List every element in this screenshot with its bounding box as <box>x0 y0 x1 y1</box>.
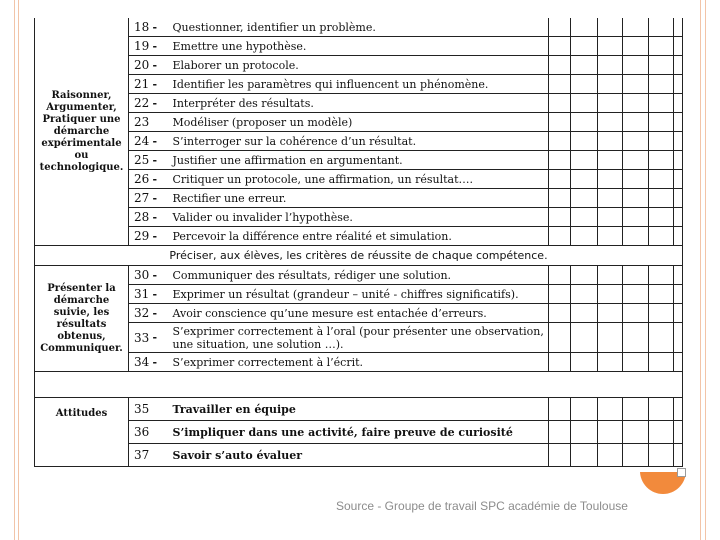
check-cell <box>549 132 571 151</box>
check-cell <box>649 353 674 372</box>
dash-marker: - <box>153 189 171 208</box>
competence-row <box>35 421 683 444</box>
check-cell <box>571 398 598 421</box>
check-cell <box>598 227 623 246</box>
competence-number: 24 <box>129 132 153 151</box>
competence-text: Interpréter des résultats. <box>171 94 549 113</box>
check-cell <box>571 285 598 304</box>
dash-marker: - <box>153 266 171 285</box>
check-cell <box>649 132 674 151</box>
check-cell <box>674 227 683 246</box>
competence-row <box>35 227 683 246</box>
check-cell <box>598 421 623 444</box>
check-cell <box>571 94 598 113</box>
check-cell <box>674 18 683 37</box>
check-cell <box>549 285 571 304</box>
check-cell <box>598 398 623 421</box>
competence-text: Justifier une affirmation en argumentant. <box>171 151 549 170</box>
competence-number: 27 <box>129 189 153 208</box>
competence-row <box>35 398 683 421</box>
check-cell <box>598 132 623 151</box>
competence-text: S’interroger sur la cohérence d’un résultat. <box>171 132 549 151</box>
dash-marker: - <box>153 285 171 304</box>
check-cell <box>649 75 674 94</box>
check-cell <box>549 170 571 189</box>
check-cell <box>649 94 674 113</box>
competence-number: 29 <box>129 227 153 246</box>
empty-row <box>35 372 683 398</box>
check-cell <box>571 18 598 37</box>
competence-text: Valider ou invalider l’hypothèse. <box>171 208 549 227</box>
check-cell <box>674 151 683 170</box>
dash-marker: - <box>153 151 171 170</box>
competence-text: Rectifier une erreur. <box>171 189 549 208</box>
check-cell <box>649 421 674 444</box>
check-cell <box>623 37 649 56</box>
competence-row <box>35 75 683 94</box>
competence-table <box>34 18 683 467</box>
check-cell <box>571 189 598 208</box>
left-edge-line-2 <box>18 0 19 540</box>
check-cell <box>598 37 623 56</box>
check-cell <box>649 18 674 37</box>
check-cell <box>674 444 683 467</box>
competence-number: 30 <box>129 266 153 285</box>
competence-number: 28 <box>129 208 153 227</box>
dash-marker: - <box>153 170 171 189</box>
competence-number: 20 <box>129 56 153 75</box>
competence-text: S’exprimer correctement à l’écrit. <box>171 353 549 372</box>
competence-row <box>35 18 683 37</box>
check-cell <box>571 151 598 170</box>
check-cell <box>571 266 598 285</box>
check-cell <box>549 398 571 421</box>
competence-number: 23 <box>129 113 153 132</box>
check-cell <box>598 208 623 227</box>
competence-number: 34 <box>129 353 153 372</box>
check-cell <box>598 353 623 372</box>
check-cell <box>623 227 649 246</box>
check-cell <box>649 227 674 246</box>
check-cell <box>649 398 674 421</box>
competence-text: Percevoir la différence entre réalité et simulation. <box>171 227 549 246</box>
check-cell <box>674 94 683 113</box>
check-cell <box>549 18 571 37</box>
right-edge-line <box>700 0 701 540</box>
check-cell <box>598 75 623 94</box>
competence-number: 18 <box>129 18 153 37</box>
competence-number: 33 <box>129 323 153 353</box>
competence-number: 37 <box>129 444 153 467</box>
dash-marker: - <box>153 323 171 353</box>
check-cell <box>598 18 623 37</box>
check-cell <box>571 37 598 56</box>
competence-row <box>35 37 683 56</box>
competence-row <box>35 266 683 285</box>
competence-text: Identifier les paramètres qui influencent un phénomène. <box>171 75 549 94</box>
check-cell <box>623 113 649 132</box>
check-cell <box>571 444 598 467</box>
check-cell <box>549 353 571 372</box>
check-cell <box>598 170 623 189</box>
check-cell <box>623 208 649 227</box>
dash-marker: - <box>153 304 171 323</box>
check-cell <box>598 151 623 170</box>
dash-marker: - <box>153 94 171 113</box>
category-label: Attitudes <box>35 398 129 467</box>
competence-row <box>35 444 683 467</box>
check-cell <box>674 208 683 227</box>
check-cell <box>549 444 571 467</box>
check-cell <box>649 189 674 208</box>
check-cell <box>623 323 649 353</box>
dash-marker: - <box>153 37 171 56</box>
competence-text: Communiquer des résultats, rédiger une solution. <box>171 266 549 285</box>
category-label: Raisonner, Argumenter, Pratiquer une démarche expérimentale ou technologique. <box>35 18 129 246</box>
check-cell <box>623 170 649 189</box>
check-cell <box>598 94 623 113</box>
check-cell <box>649 266 674 285</box>
check-cell <box>571 56 598 75</box>
competence-text: Travailler en équipe <box>171 398 549 421</box>
dash-marker <box>153 444 171 467</box>
check-cell <box>623 189 649 208</box>
competence-text: Exprimer un résultat (grandeur – unité - chiffres significatifs). <box>171 285 549 304</box>
check-cell <box>649 56 674 75</box>
competence-row <box>35 353 683 372</box>
dash-marker: - <box>153 353 171 372</box>
check-cell <box>649 170 674 189</box>
check-cell <box>674 56 683 75</box>
dash-marker <box>153 398 171 421</box>
competence-text: Emettre une hypothèse. <box>171 37 549 56</box>
competence-row <box>35 56 683 75</box>
competence-text: S’exprimer correctement à l’oral (pour présenter une observation, une situation, une solution …). <box>171 323 549 353</box>
check-cell <box>649 304 674 323</box>
check-cell <box>549 37 571 56</box>
check-cell <box>623 18 649 37</box>
dash-marker: - <box>153 56 171 75</box>
check-cell <box>649 113 674 132</box>
check-cell <box>623 304 649 323</box>
competence-row <box>35 113 683 132</box>
competence-row <box>35 189 683 208</box>
check-cell <box>598 56 623 75</box>
check-cell <box>674 37 683 56</box>
criteria-note: Préciser, aux élèves, les critères de réussite de chaque compétence. <box>35 246 683 266</box>
check-cell <box>674 285 683 304</box>
check-cell <box>649 151 674 170</box>
check-cell <box>571 170 598 189</box>
check-cell <box>674 113 683 132</box>
competence-number: 21 <box>129 75 153 94</box>
dash-marker: - <box>153 227 171 246</box>
check-cell <box>598 285 623 304</box>
left-edge-line <box>14 0 15 540</box>
check-cell <box>674 75 683 94</box>
check-cell <box>549 266 571 285</box>
check-cell <box>571 304 598 323</box>
dash-marker: - <box>153 132 171 151</box>
competence-text: Modéliser (proposer un modèle) <box>171 113 549 132</box>
check-cell <box>598 323 623 353</box>
check-cell <box>571 323 598 353</box>
check-cell <box>598 304 623 323</box>
check-cell <box>571 132 598 151</box>
check-cell <box>549 113 571 132</box>
competence-text: S’impliquer dans une activité, faire preuve de curiosité <box>171 421 549 444</box>
check-cell <box>623 444 649 467</box>
competence-row <box>35 151 683 170</box>
check-cell <box>649 285 674 304</box>
check-cell <box>623 132 649 151</box>
check-cell <box>549 151 571 170</box>
check-cell <box>549 323 571 353</box>
check-cell <box>571 208 598 227</box>
competence-row <box>35 304 683 323</box>
dash-marker <box>153 113 171 132</box>
competence-text: Critiquer un protocole, une affirmation, un résultat…. <box>171 170 549 189</box>
check-cell <box>549 208 571 227</box>
competence-row <box>35 208 683 227</box>
competence-number: 36 <box>129 421 153 444</box>
check-cell <box>623 421 649 444</box>
check-cell <box>649 37 674 56</box>
competence-text: Avoir conscience qu’une mesure est entachée d’erreurs. <box>171 304 549 323</box>
check-cell <box>598 113 623 132</box>
competence-text: Savoir s’auto évaluer <box>171 444 549 467</box>
check-cell <box>549 189 571 208</box>
check-cell <box>674 353 683 372</box>
check-cell <box>623 353 649 372</box>
check-cell <box>549 304 571 323</box>
check-cell <box>598 444 623 467</box>
corner-box <box>677 468 686 477</box>
dash-marker: - <box>153 18 171 37</box>
check-cell <box>674 170 683 189</box>
check-cell <box>674 132 683 151</box>
check-cell <box>571 75 598 94</box>
check-cell <box>549 56 571 75</box>
check-cell <box>571 353 598 372</box>
dash-marker <box>153 421 171 444</box>
competence-row <box>35 285 683 304</box>
check-cell <box>598 266 623 285</box>
category-label: Présenter la démarche suivie, les résultats obtenus, Communiquer. <box>35 266 129 372</box>
check-cell <box>623 266 649 285</box>
check-cell <box>571 227 598 246</box>
competence-number: 25 <box>129 151 153 170</box>
competence-row <box>35 170 683 189</box>
competence-number: 32 <box>129 304 153 323</box>
check-cell <box>623 151 649 170</box>
competence-text: Questionner, identifier un problème. <box>171 18 549 37</box>
competence-row <box>35 132 683 151</box>
check-cell <box>674 304 683 323</box>
check-cell <box>674 323 683 353</box>
check-cell <box>598 189 623 208</box>
check-cell <box>649 444 674 467</box>
check-cell <box>623 56 649 75</box>
competence-row <box>35 94 683 113</box>
competence-text: Elaborer un protocole. <box>171 56 549 75</box>
check-cell <box>623 398 649 421</box>
competence-number: 35 <box>129 398 153 421</box>
dash-marker: - <box>153 208 171 227</box>
dash-marker: - <box>153 75 171 94</box>
check-cell <box>674 266 683 285</box>
check-cell <box>649 323 674 353</box>
check-cell <box>549 94 571 113</box>
check-cell <box>623 94 649 113</box>
check-cell <box>549 227 571 246</box>
competence-number: 22 <box>129 94 153 113</box>
check-cell <box>549 75 571 94</box>
check-cell <box>623 285 649 304</box>
competence-number: 19 <box>129 37 153 56</box>
check-cell <box>674 421 683 444</box>
check-cell <box>549 421 571 444</box>
right-edge-line-2 <box>705 0 706 540</box>
check-cell <box>623 75 649 94</box>
competence-number: 31 <box>129 285 153 304</box>
source-caption: Source - Groupe de travail SPC académie de Toulouse <box>336 499 628 513</box>
check-cell <box>571 113 598 132</box>
competence-row <box>35 323 683 353</box>
check-cell <box>571 421 598 444</box>
check-cell <box>674 398 683 421</box>
check-cell <box>674 189 683 208</box>
competence-number: 26 <box>129 170 153 189</box>
check-cell <box>649 208 674 227</box>
